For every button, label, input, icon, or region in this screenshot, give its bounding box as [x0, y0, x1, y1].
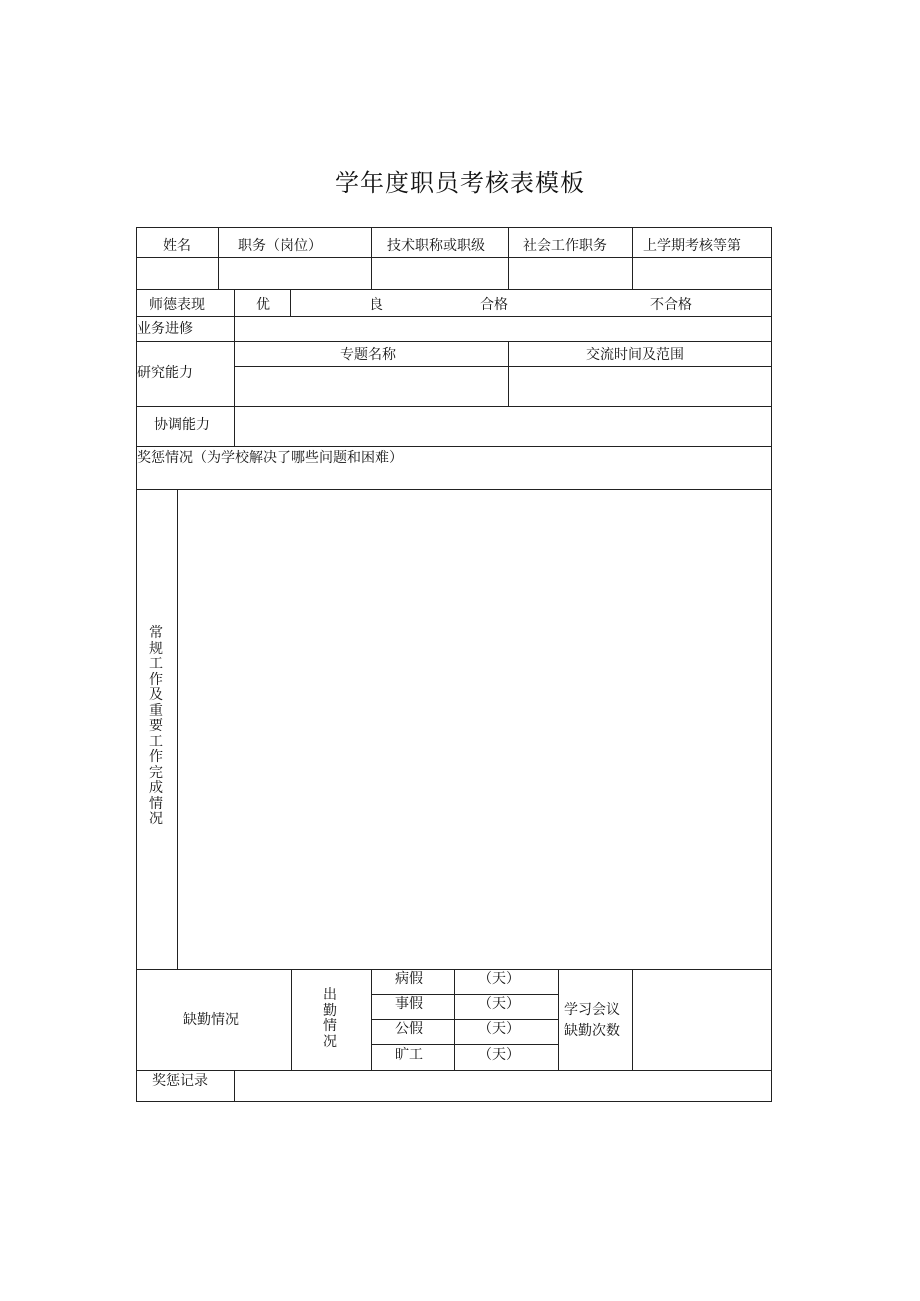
divider	[558, 969, 559, 1070]
sick-days-unit: （天）	[478, 971, 520, 987]
public-days-unit: （天）	[478, 1021, 520, 1037]
divider	[290, 289, 291, 316]
divider	[371, 969, 372, 1070]
exchange-input-cell[interactable]	[509, 367, 771, 406]
divider	[291, 969, 292, 1070]
public-leave-label: 公假	[395, 1021, 423, 1037]
study-label: 业务进修	[137, 321, 193, 337]
reward-note-label: 奖惩情况（为学校解决了哪些问题和困难）	[137, 450, 403, 466]
coordination-input-cell[interactable]	[235, 407, 771, 446]
divider	[454, 969, 455, 1070]
routine-label: 常规工作及重要工作完成情况	[149, 625, 163, 827]
divider	[136, 289, 772, 290]
record-input-cell[interactable]	[235, 1071, 771, 1101]
tech-title-header: 技术职称或职级	[387, 238, 485, 254]
page-title: 学年度职员考核表模板	[335, 169, 585, 197]
personal-leave-label: 事假	[395, 996, 423, 1012]
meeting-absence-label: 学习会议缺勤次数	[564, 1002, 620, 1039]
divider	[371, 1044, 558, 1045]
name-input-cell[interactable]	[137, 258, 218, 289]
record-label: 奖惩记录	[152, 1073, 208, 1089]
study-input-cell[interactable]	[235, 317, 771, 341]
divider	[136, 446, 772, 447]
ethics-good: 良	[369, 297, 383, 313]
sick-leave-label: 病假	[395, 971, 423, 987]
ethics-label: 师德表现	[149, 297, 205, 313]
divider	[371, 994, 558, 995]
topic-input-cell[interactable]	[235, 367, 508, 406]
last-grade-input-cell[interactable]	[633, 258, 771, 289]
social-role-input-cell[interactable]	[509, 258, 632, 289]
ethics-fail: 不合格	[650, 297, 692, 313]
absence-input-cell[interactable]	[137, 970, 291, 1070]
meeting-absence-input-cell[interactable]	[633, 970, 771, 1070]
truancy-days-unit: （天）	[478, 1047, 520, 1063]
position-input-cell[interactable]	[219, 258, 371, 289]
position-header: 职务（岗位）	[238, 238, 322, 254]
divider	[136, 341, 772, 342]
ethics-pass: 合格	[480, 297, 508, 313]
exchange-header: 交流时间及范围	[586, 347, 684, 363]
table-border-right	[771, 227, 772, 1102]
social-role-header: 社会工作职务	[523, 238, 607, 254]
coordination-label: 协调能力	[154, 417, 210, 433]
divider	[371, 1019, 558, 1020]
personal-days-unit: （天）	[478, 996, 520, 1012]
attendance-label: 出勤情况	[323, 987, 337, 1050]
table-border-bottom	[136, 1101, 772, 1102]
truancy-label: 旷工	[395, 1047, 423, 1063]
topic-header: 专题名称	[340, 347, 396, 363]
research-label: 研究能力	[137, 365, 193, 381]
tech-title-input-cell[interactable]	[372, 258, 508, 289]
absence-label: 缺勤情况	[183, 1012, 239, 1028]
ethics-excellent: 优	[256, 297, 270, 313]
routine-input-cell[interactable]	[178, 490, 771, 969]
table-border-top	[136, 227, 772, 228]
name-header: 姓名	[163, 238, 191, 254]
last-grade-header: 上学期考核等第	[643, 238, 741, 254]
